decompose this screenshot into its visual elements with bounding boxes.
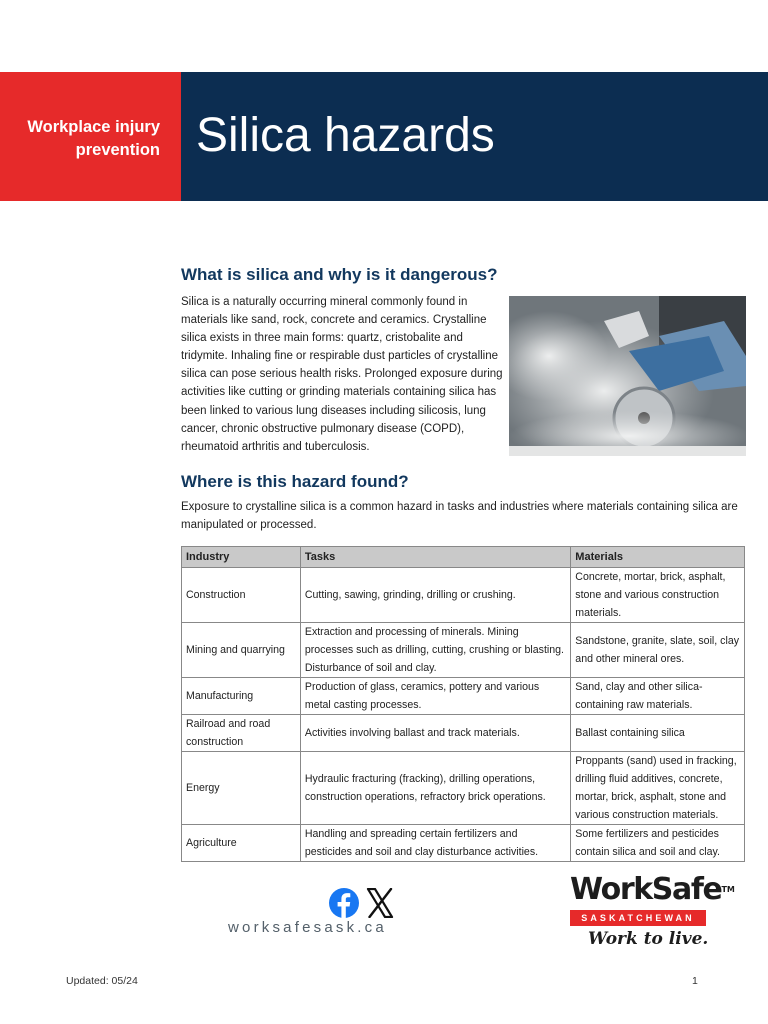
materials-cell: Concrete, mortar, brick, asphalt, stone and various construction materials.: [571, 568, 745, 623]
silica-exposure-table: [181, 546, 745, 862]
website-link[interactable]: worksafesask.ca: [228, 919, 387, 936]
table-row: [182, 623, 745, 678]
trademark-symbol: TM: [721, 885, 735, 894]
title-panel: [181, 72, 768, 201]
facebook-icon[interactable]: [328, 887, 360, 919]
table-row: [182, 825, 745, 862]
logo-word: WorkSafe: [570, 872, 722, 907]
worksafe-wordmark: [570, 872, 735, 908]
industry-cell: Energy: [182, 752, 301, 825]
category-label: [0, 72, 181, 201]
industry-cell: Construction: [182, 568, 301, 623]
table-row: [182, 678, 745, 715]
category-line-1: Workplace injury: [27, 118, 160, 136]
table-row: [182, 752, 745, 825]
industry-cell: Railroad and road construction: [182, 715, 301, 752]
page-title: Silica hazards: [196, 109, 495, 162]
category-line-2: prevention: [75, 141, 160, 159]
table-header-row: [182, 547, 745, 568]
materials-cell: Sand, clay and other silica-containing raw materials.: [571, 678, 745, 715]
industry-cell: Manufacturing: [182, 678, 301, 715]
section-heading-what-is-silica: What is silica and why is it dangerous?: [181, 265, 498, 284]
x-icon[interactable]: [366, 888, 394, 918]
tasks-cell: Hydraulic fracturing (fracking), drilling operations, construction operations, refractory brick operations.: [300, 752, 570, 825]
tasks-cell: Cutting, sawing, grinding, drilling or crushing.: [300, 568, 570, 623]
industry-cell: Mining and quarrying: [182, 623, 301, 678]
section-heading-where-found: Where is this hazard found?: [181, 472, 409, 491]
industry-cell: Agriculture: [182, 825, 301, 862]
header-banner: [0, 72, 768, 201]
page-number: 1: [692, 975, 698, 987]
worksafe-logo: [570, 872, 735, 952]
table-row: [182, 568, 745, 623]
logo-tagline: Work to live.: [588, 929, 709, 949]
table-row: [182, 715, 745, 752]
materials-cell: Ballast containing silica: [571, 715, 745, 752]
column-header-materials: Materials: [571, 547, 745, 568]
logo-province-bar: SASKATCHEWAN: [570, 910, 706, 926]
materials-cell: Sandstone, granite, slate, soil, clay and other mineral ores.: [571, 623, 745, 678]
updated-date: Updated: 05/24: [66, 975, 138, 987]
tasks-cell: Handling and spreading certain fertilizers and pesticides and soil and clay disturbance activities.: [300, 825, 570, 862]
column-header-industry: Industry: [182, 547, 301, 568]
saw-cutting-photo: [509, 296, 746, 456]
column-header-tasks: Tasks: [300, 547, 570, 568]
intro-paragraph: Silica is a naturally occurring mineral commonly found in materials like sand, rock, concrete and ceramics. Crystalline silica exists in three main forms: quartz, cristobalite and tridymite. Inhaling fine or respirable dust particles of crystalline silica can pose serious health risks. Prolonged exposure during activities like cutting or grinding materials containing silica has been linked to various lung diseases including silicosis, lung cancer, chronic obstructive pulmonary disease (COPD), rheumatoid arthritis and tuberculosis.: [181, 296, 503, 453]
materials-cell: Some fertilizers and pesticides contain silica and soil and clay.: [571, 825, 745, 862]
tasks-cell: Production of glass, ceramics, pottery and various metal casting processes.: [300, 678, 570, 715]
saw-cutting-illustration: [509, 296, 746, 456]
tasks-cell: Activities involving ballast and track materials.: [300, 715, 570, 752]
materials-cell: Proppants (sand) used in fracking, drilling fluid additives, concrete, mortar, brick, asphalt, stone and various construction materials.: [571, 752, 745, 825]
where-paragraph: Exposure to crystalline silica is a common hazard in tasks and industries where materials containing silica are manipulated or processed.: [181, 501, 738, 531]
tasks-cell: Extraction and processing of minerals. Mining processes such as drilling, cutting, crushing or blasting. Disturbance of soil and clay.: [300, 623, 570, 678]
